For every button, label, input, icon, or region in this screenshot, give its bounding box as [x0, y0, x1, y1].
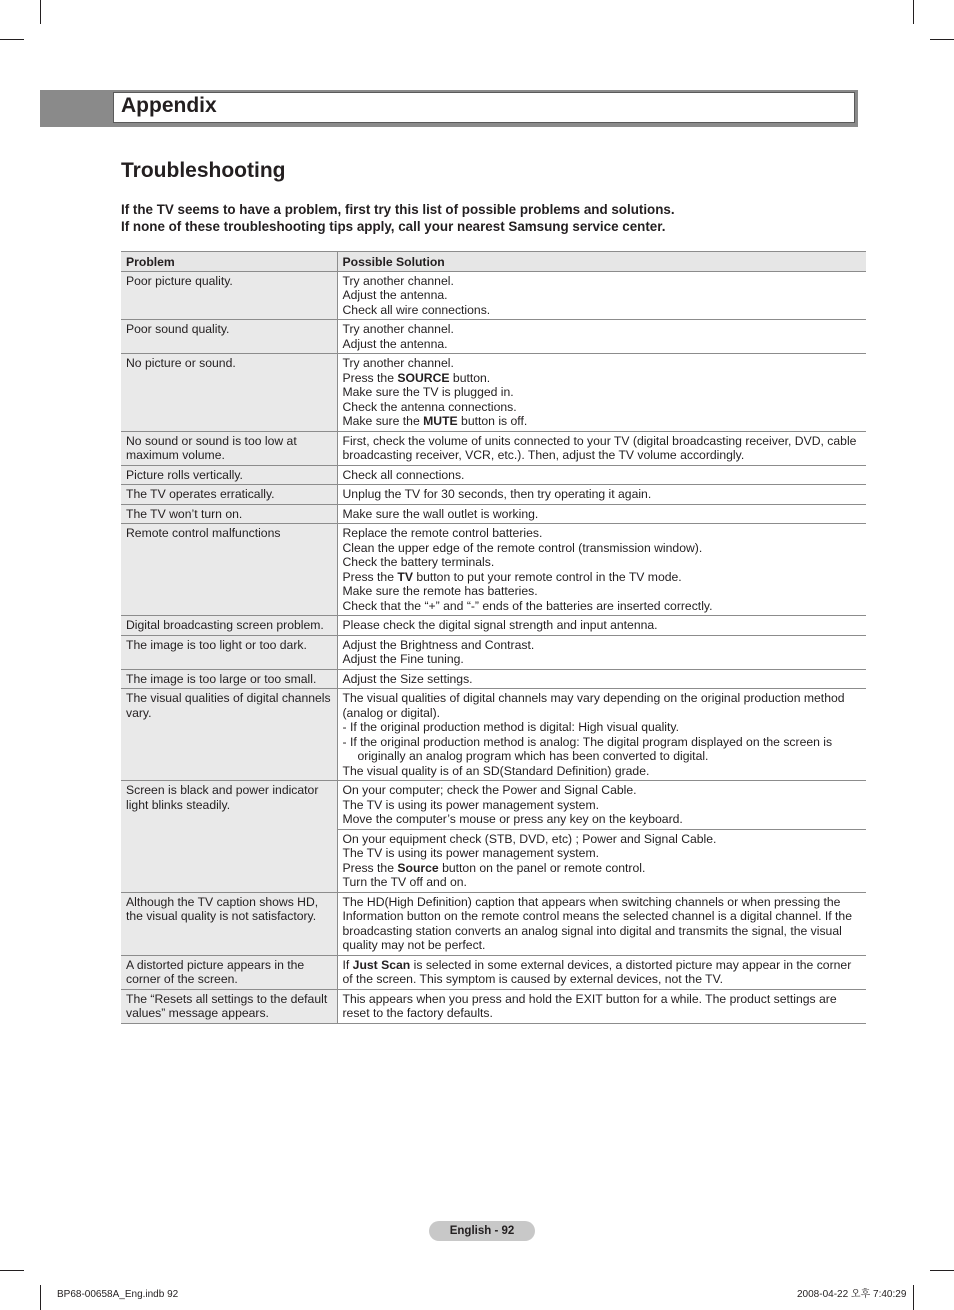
solution-cell — [337, 829, 866, 892]
problem-cell: Digital broadcasting screen problem. — [121, 616, 337, 636]
solution-line — [343, 570, 862, 585]
solution-line: Please check the digital signal strength and input antenna. — [342, 618, 658, 632]
solution-cell — [337, 892, 866, 955]
page-number-badge: English - 92 — [429, 1221, 535, 1241]
solution-cell — [337, 431, 866, 465]
solution-line: The TV is using its power management system. — [342, 846, 599, 860]
solution-cell — [337, 320, 866, 354]
solution-line: The HD(High Definition) caption that appears when switching channels or when pressing the Information button on the remote control means the selected channel is a digital channel. If the broadcasting station converts an analog signal into digital and transmits the signal, the visual quality may not be perfect. — [342, 894, 852, 952]
solution-line: The TV is using its power management system. — [342, 797, 599, 812]
intro-text — [121, 201, 675, 235]
crop-mark — [0, 1270, 24, 1271]
solution-cell — [337, 524, 866, 616]
crop-mark — [40, 0, 41, 24]
solution-line: Adjust the Brightness and Contrast. — [342, 637, 535, 652]
table-row — [121, 320, 866, 354]
table-body — [121, 271, 866, 1023]
solution-cell — [337, 689, 866, 781]
solution-line — [343, 861, 862, 876]
table-row — [121, 669, 866, 689]
solution-line: The visual quality is of an SD(Standard Definition) grade. — [342, 763, 650, 778]
solution-text: If — [342, 957, 353, 972]
table-row — [121, 616, 866, 636]
solution-line — [343, 371, 862, 386]
solution-emphasis: SOURCE — [397, 370, 450, 385]
table-header-row — [121, 252, 866, 272]
solution-cell — [337, 504, 866, 524]
crop-mark — [40, 1285, 41, 1310]
solution-line: Adjust the antenna. — [342, 288, 448, 302]
solution-bullet: - If the original production method is analog: The digital program displayed on the screen is originally an analog program which has been converted to digital. — [342, 734, 833, 763]
problem-cell: The “Resets all settings to the default values” message appears. — [121, 989, 337, 1023]
solution-text: Press the — [342, 370, 398, 385]
crop-mark — [913, 0, 914, 24]
solution-line: Make sure the TV is plugged in. — [342, 385, 514, 399]
table-row — [121, 781, 866, 830]
solution-line: Make sure the remote has batteries. — [342, 584, 538, 598]
solution-emphasis: Just Scan — [352, 957, 411, 972]
solution-text: is selected in some external devices, a distorted picture may appear in the corner of the screen. This symptom is caused by external devices, not the TV. — [342, 957, 852, 986]
solution-line: First, check the volume of units connected to your TV (digital broadcasting receiver, DVD, cable broadcasting receiver, VCR, etc.). Then, adjust the TV volume accordingly. — [342, 433, 857, 462]
table-row — [121, 271, 866, 320]
solution-line: Clean the upper edge of the remote control (transmission window). — [342, 540, 703, 555]
solution-line: Adjust the Fine tuning. — [342, 652, 464, 666]
page-title: Troubleshooting — [121, 159, 286, 182]
solution-line: On your equipment check (STB, DVD, etc) ; Power and Signal Cable. — [342, 831, 717, 846]
solution-text: button is off. — [457, 414, 528, 428]
solution-cell — [337, 354, 866, 432]
problem-cell: The visual qualities of digital channels vary. — [121, 689, 337, 781]
table-row — [121, 524, 866, 616]
solution-emphasis: MUTE — [423, 414, 458, 428]
troubleshooting-table — [121, 251, 866, 1024]
solution-line: Adjust the antenna. — [342, 336, 448, 351]
solution-line: Check all connections. — [342, 467, 465, 482]
solution-line: This appears when you press and hold the EXIT button for a while. The product settings are reset to the factory defaults. — [342, 991, 837, 1020]
problem-cell: No sound or sound is too low at maximum volume. — [121, 431, 337, 465]
crop-mark — [913, 1285, 914, 1310]
table-row — [121, 689, 866, 781]
problem-cell: The TV operates erratically. — [121, 485, 337, 505]
solution-cell — [337, 989, 866, 1023]
table-row — [121, 485, 866, 505]
table-row — [121, 504, 866, 524]
column-header-solution: Possible Solution — [337, 252, 866, 272]
problem-cell: Although the TV caption shows HD, the visual quality is not satisfactory. — [121, 892, 337, 955]
intro-line: If the TV seems to have a problem, first try this list of possible problems and solutions. — [121, 202, 675, 217]
solution-line — [343, 958, 862, 987]
crop-mark — [930, 1270, 954, 1271]
problem-cell: The image is too light or too dark. — [121, 635, 337, 669]
problem-cell: Poor picture quality. — [121, 271, 337, 320]
solution-cell — [337, 635, 866, 669]
problem-cell: Picture rolls vertically. — [121, 465, 337, 485]
table-row — [121, 354, 866, 432]
solution-line: The visual qualities of digital channels may vary depending on the original production method (analog or digital). — [342, 691, 845, 720]
footer-file-name: BP68-00658A_Eng.indb 92 — [57, 1289, 179, 1300]
solution-line: Check the battery terminals. — [342, 555, 495, 569]
solution-line: Try another channel. — [342, 322, 454, 336]
problem-cell: A distorted picture appears in the corner of the screen. — [121, 955, 337, 989]
table-row — [121, 635, 866, 669]
solution-line: Turn the TV off and on. — [342, 875, 467, 889]
footer-timestamp: 2008-04-22 오후 7:40:29 — [797, 1289, 907, 1300]
solution-line: Check all wire connections. — [342, 302, 491, 317]
table-row — [121, 431, 866, 465]
problem-cell: No picture or sound. — [121, 354, 337, 432]
section-title: Appendix — [121, 94, 217, 117]
solution-emphasis: TV — [397, 569, 413, 584]
solution-line: Try another channel. — [342, 356, 454, 370]
table-row — [121, 465, 866, 485]
solution-text: button to put your remote control in the TV mode. — [412, 569, 682, 584]
solution-line: Move the computer’s mouse or press any key on the keyboard. — [342, 812, 683, 826]
solution-cell — [337, 669, 866, 689]
table-row — [121, 989, 866, 1023]
solution-line: Check that the “+” and “-” ends of the batteries are inserted correctly. — [342, 598, 713, 613]
solution-cell — [337, 616, 866, 636]
solution-cell — [337, 955, 866, 989]
solution-text: button on the panel or remote control. — [438, 860, 646, 875]
crop-mark — [0, 39, 24, 40]
solution-line: Unplug the TV for 30 seconds, then try operating it again. — [342, 487, 652, 501]
solution-cell — [337, 485, 866, 505]
solution-text: Press the — [342, 569, 398, 584]
solution-line: Adjust the Size settings. — [342, 671, 473, 686]
solution-cell — [337, 271, 866, 320]
problem-cell: The image is too large or too small. — [121, 669, 337, 689]
problem-cell: Remote control malfunctions — [121, 524, 337, 616]
table-row — [121, 955, 866, 989]
solution-line: Replace the remote control batteries. — [342, 526, 543, 540]
table-row — [121, 892, 866, 955]
section-header-box — [113, 92, 855, 123]
solution-line — [343, 414, 862, 429]
solution-line: Check the antenna connections. — [342, 399, 517, 414]
column-header-problem: Problem — [121, 252, 337, 272]
solution-bullet: - If the original production method is digital: High visual quality. — [342, 720, 679, 734]
solution-text: button. — [449, 370, 491, 385]
solution-line: Try another channel. — [342, 273, 454, 288]
problem-cell: Poor sound quality. — [121, 320, 337, 354]
crop-mark — [930, 39, 954, 40]
problem-cell: The TV won’t turn on. — [121, 504, 337, 524]
solution-line: Make sure the wall outlet is working. — [342, 506, 539, 521]
solution-text: Make sure the — [342, 414, 424, 428]
solution-text: Press the — [342, 860, 398, 875]
solution-cell — [337, 465, 866, 485]
solution-line: On your computer; check the Power and Signal Cable. — [342, 783, 637, 797]
problem-cell: Screen is black and power indicator light blinks steadily. — [121, 781, 337, 893]
solution-cell — [337, 781, 866, 830]
solution-emphasis: Source — [397, 860, 439, 875]
intro-line: If none of these troubleshooting tips apply, call your nearest Samsung service center. — [121, 219, 666, 234]
